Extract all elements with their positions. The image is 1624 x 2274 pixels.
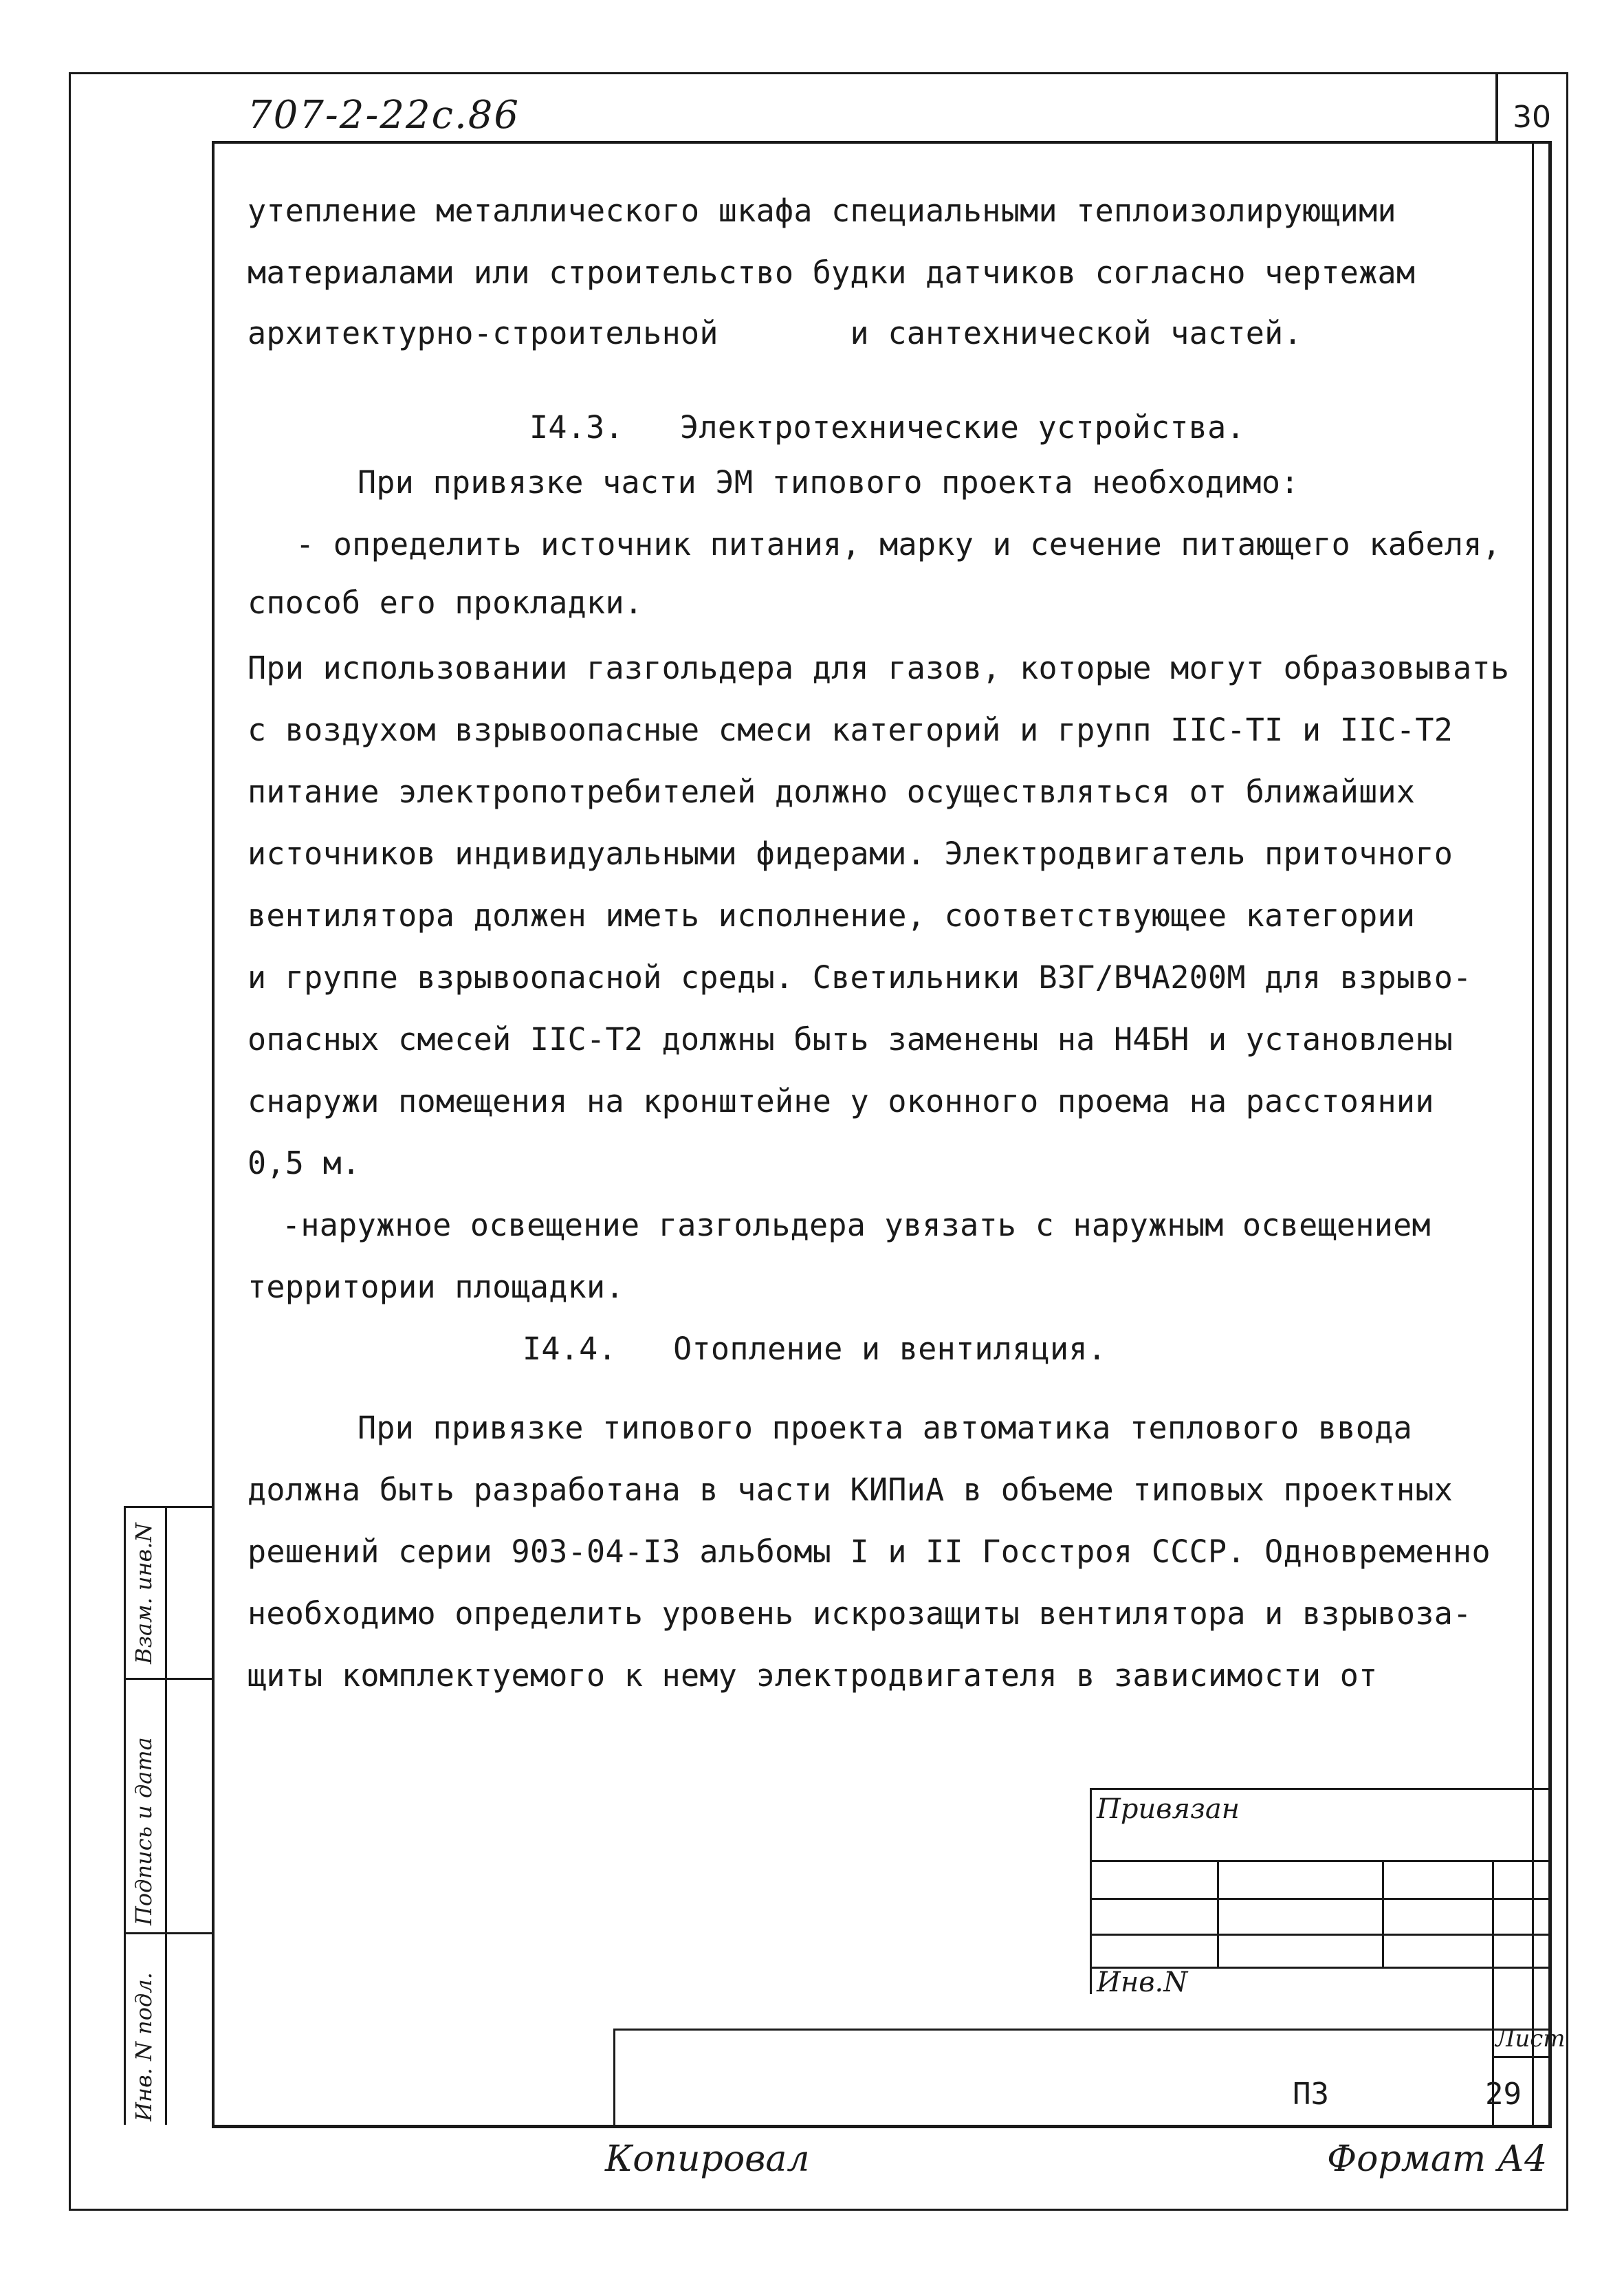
text-line: способ его прокладки. [248,584,644,621]
text-line: архитектурно-строительной и сантехнической частей. [248,315,1302,351]
stamp-privyazan: Привязан [1097,1793,1240,1825]
stamp-upper-top [1090,1788,1550,1790]
inner-frame-right [1548,141,1552,2128]
side-label-inv-podl: Инв. N подл. [131,1972,157,2121]
stamp-list-number: 29 [1485,2077,1522,2112]
stamp-row-3 [1090,1934,1550,1936]
stamp-upper-left [1090,1788,1092,1994]
stamp-lower-top [613,2029,1550,2031]
stamp-col-2 [1382,1860,1384,1967]
document-number: 707-2-22с.86 [248,93,520,138]
sheet-number: 30 [1513,100,1551,135]
outer-frame-top [69,72,1568,74]
side-column-left [124,1506,126,2125]
inner-frame-top [212,141,1551,144]
text-line: необходимо определить уровень искрозащиты вентилятора и взрывоза- [248,1595,1472,1632]
stamp-row-1 [1090,1860,1550,1862]
side-label-podpis-data: Подпись и дата [131,1737,157,1925]
section-heading-14-4: I4.4. Отопление и вентиляция. [523,1331,1107,1367]
section-heading-14-3: I4.3. Электротехнические устройства. [529,409,1245,446]
text-line: территории площадки. [248,1269,624,1305]
text-line: утепление металлического шкафа специальными теплоизолирующими [248,193,1396,229]
text-line: и группе взрывоопасной среды. Светильники ВЗГ/ВЧА200М для взрыво- [248,959,1472,996]
text-line: При привязке типового проекта автоматика теплового ввода [358,1410,1412,1446]
text-line: снаружи помещения на кронштейне у оконного проема на расстоянии [248,1083,1434,1119]
outer-frame-bottom [69,2209,1568,2211]
text-line: материалами или строительство будки датчиков согласно чертежам [248,254,1416,291]
text-line: вентилятора должен иметь исполнение, соответствующее категории [248,897,1416,934]
text-line: должна быть разработана в части КИПиА в объеме типовых проектных [248,1472,1453,1508]
side-label-vzam-inv: Взам. инв.N [131,1522,157,1664]
stamp-doc-code: ПЗ [1293,2077,1329,2112]
stamp-list-label: Лист [1495,2025,1566,2053]
text-line: решений серии 903-04-I3 альбомы I и II Госстроя СССР. Одновременно [248,1533,1491,1570]
text-line: опасных смесей IIС-T2 должны быть заменены на Н4БН и установлены [248,1021,1453,1058]
text-line: При привязке части ЭМ типового проекта необходимо: [358,464,1299,501]
sheet-box-right-inner [1532,144,1534,2125]
text-line: источников индивидуальными фидерами. Электродвигатель приточного [248,835,1453,872]
text-line: щиты комплектуемого к нему электродвигателя в зависимости от [248,1657,1378,1694]
inner-frame-left [212,141,215,2128]
text-line: с воздухом взрывоопасные смеси категорий и групп IIС-TI и IIС-T2 [248,712,1453,748]
text-line: питание электропотребителей должно осуществляться от ближайших [248,774,1416,810]
stamp-list-divider [1492,2056,1550,2058]
text-line: - определить источник питания, марку и сечение питающего кабеля, [296,526,1502,562]
stamp-lower-left [613,2029,615,2128]
side-column-sep-2 [124,1932,212,1934]
text-line: При использовании газгольдера для газов, которые могут образовывать [248,650,1510,686]
inner-frame-bottom [212,2125,1551,2128]
stamp-inv-n: Инв.N [1097,1967,1188,1998]
side-column-top [124,1506,212,1508]
outer-frame-left [69,72,71,2211]
outer-frame-right [1566,72,1568,2211]
stamp-col-1 [1217,1860,1219,1967]
side-column-sep-1 [124,1678,212,1680]
sheet-box-left [1495,72,1498,144]
text-line: -наружное освещение газгольдера увязать с наружным освещением [282,1207,1431,1243]
stamp-row-2 [1090,1898,1550,1900]
text-line: 0,5 м. [248,1145,361,1181]
footer-copied: Копировал [605,2139,810,2180]
footer-format: Формат А4 [1327,2139,1548,2180]
side-column-divider [165,1506,167,2125]
